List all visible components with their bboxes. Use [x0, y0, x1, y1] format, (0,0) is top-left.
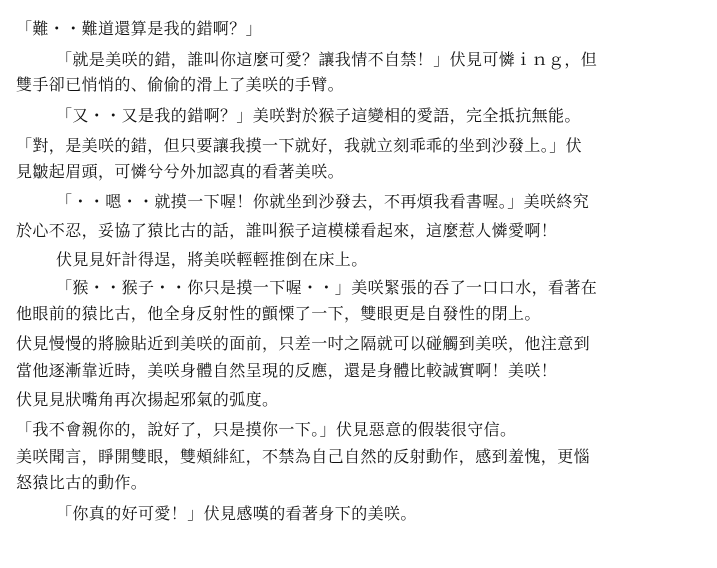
- text-line: 伏見見狀嘴角再次揚起邪氣的弧度。: [16, 390, 279, 409]
- text-line: 「難・・難道還算是我的錯啊？」: [16, 19, 263, 38]
- text-line: 伏見見奸計得逞，將美咲輕輕推倒在床上。: [56, 250, 368, 269]
- text-line: 當他逐漸靠近時，美咲身體自然呈現的反應，還是身體比較誠實啊！美咲！: [16, 361, 558, 380]
- text-line: 他眼前的猿比古，他全身反射性的顫慄了一下，雙眼更是自發性的閉上。: [16, 304, 541, 323]
- text-line: 「對，是美咲的錯，但只要讓我摸一下就好，我就立刻乖乖的坐到沙發上。」伏: [16, 136, 583, 155]
- text-line: 美咲聞言，睜開雙眼，雙頰緋紅，不禁為自己自然的反射動作，感到羞愧，更惱: [16, 447, 591, 466]
- text-line: 「又・・又是我的錯啊？」美咲對於猴子這變相的愛語，完全抵抗無能。: [56, 106, 581, 125]
- text-line: 「我不會親你的，說好了，只是摸你一下。」伏見惡意的假裝很守信。: [16, 420, 517, 439]
- text-line: 「你真的好可愛！」伏見感嘆的看著身下的美咲。: [56, 504, 417, 523]
- text-line: 「就是美咲的錯，誰叫你這麼可愛？讓我情不自禁！」伏見可憐ｉｎｇ，但: [56, 50, 598, 69]
- text-line: 「猴・・猴子・・你只是摸一下喔・・」美咲緊張的吞了一口口水，看著在: [56, 278, 598, 297]
- text-line: 雙手卻已悄悄的、偷偷的滑上了美咲的手臂。: [16, 75, 345, 94]
- text-line: 於心不忍，妥協了猿比古的話，誰叫猴子這模樣看起來，這麼惹人憐愛啊！: [16, 221, 558, 240]
- text-line: 「・・嗯・・就摸一下喔！你就坐到沙發去，不再煩我看書喔。」美咲終究: [56, 192, 590, 211]
- text-line: 見皺起眉頭，可憐兮兮外加認真的看著美咲。: [16, 162, 345, 181]
- text-line: 伏見慢慢的將臉貼近到美咲的面前，只差一吋之隔就可以碰觸到美咲，他注意到: [16, 334, 591, 353]
- text-line: 怒猿比古的動作。: [16, 473, 148, 492]
